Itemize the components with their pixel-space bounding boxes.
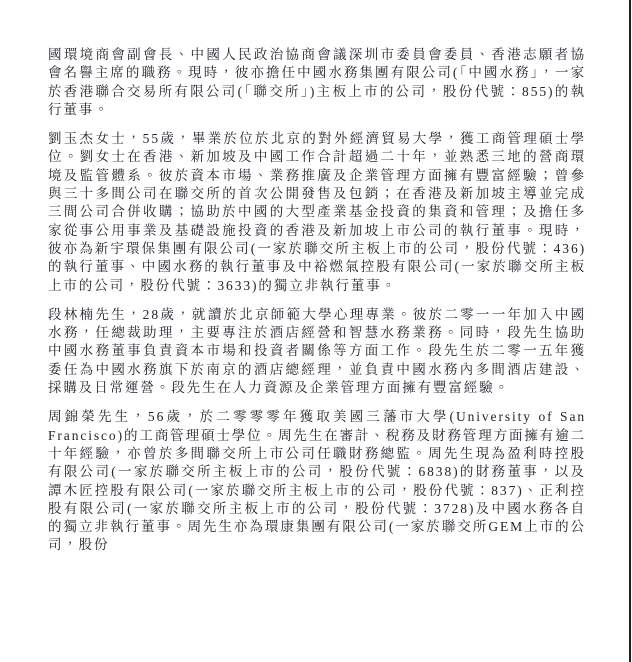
- paragraph-bio-liu-yujie: 劉玉杰女士，55歲，畢業於位於北京的對外經濟貿易大學，獲工商管理碩士學位。劉女士在香港、新加坡及中國工作合計超過二十年，並熟悉三地的營商環境及監管體系。彼於資本市場、業務推廣及企業管理方面擁有豐富經驗；曾參與三十多間公司在聯交所的首次公開發售及包銷；在香港及新加坡主導並完成三間公司合併收購；協助於中國的大型產業基金投資的集資和管理；及擔任多家從事公用事業及基礎設施投資的香港及新加坡上市公司的執行董事。現時，彼亦為新宇環保集團有限公司(一家於聯交所主板上市的公司，股份代號：436)的執行董事、中國水務的執行董事及中裕燃氣控股有限公司(一家於聯交所主板上市的公司，股份代號：3633)的獨立非執行董事。: [48, 131, 586, 293]
- paragraph-bio-chow-kam-wing: 周錦榮先生，56歲，於二零零零年獲取美國三藩市大學(University of San Francisco)的工商管理碩士學位。周先生在審計、稅務及財務管理方面擁有逾二十年經驗，亦曾於多間聯交所上市公司任職財務總監。周先生現為盈利時控股有限公司(一家於聯交所主板上市的公司，股份代號：6838)的財務董事，以及譚木匠控股有限公司(一家於聯交所主板上市的公司，股份代號：837)、正利控股有限公司(一家於聯交所主板上市的公司，股份代號：3728)及中國水務各自的獨立非執行董事。周先生亦為環康集團有限公司(一家於聯交所GEM上市的公司，股份: [48, 409, 586, 553]
- text-block: [48, 46, 586, 566]
- page-scan-edge-line: [629, 0, 631, 662]
- paragraph-continuation-bio: 國環境商會副會長、中國人民政治協商會議深圳市委員會委員、香港志願者協會名譽主席的職務。現時，彼亦擔任中國水務集團有限公司(「中國水務」，一家於香港聯合交易所有限公司(「聯交所」)主板上市的公司，股份代號：855)的執行董事。: [48, 47, 586, 117]
- paragraph-bio-duan-linnan: 段林楠先生，28歲，就讀於北京師範大學心理專業。彼於二零一一年加入中國水務，任總裁助理，主要專注於酒店經營和智慧水務業務。同時，段先生協助中國水務董事負責資本市場和投資者關係等方面工作。段先生於二零一五年獲委任為中國水務旗下於南京的酒店總經理，並負責中國水務內多間酒店建設、採購及日常運營。段先生在人力資源及企業管理方面擁有豐富經驗。: [48, 306, 586, 396]
